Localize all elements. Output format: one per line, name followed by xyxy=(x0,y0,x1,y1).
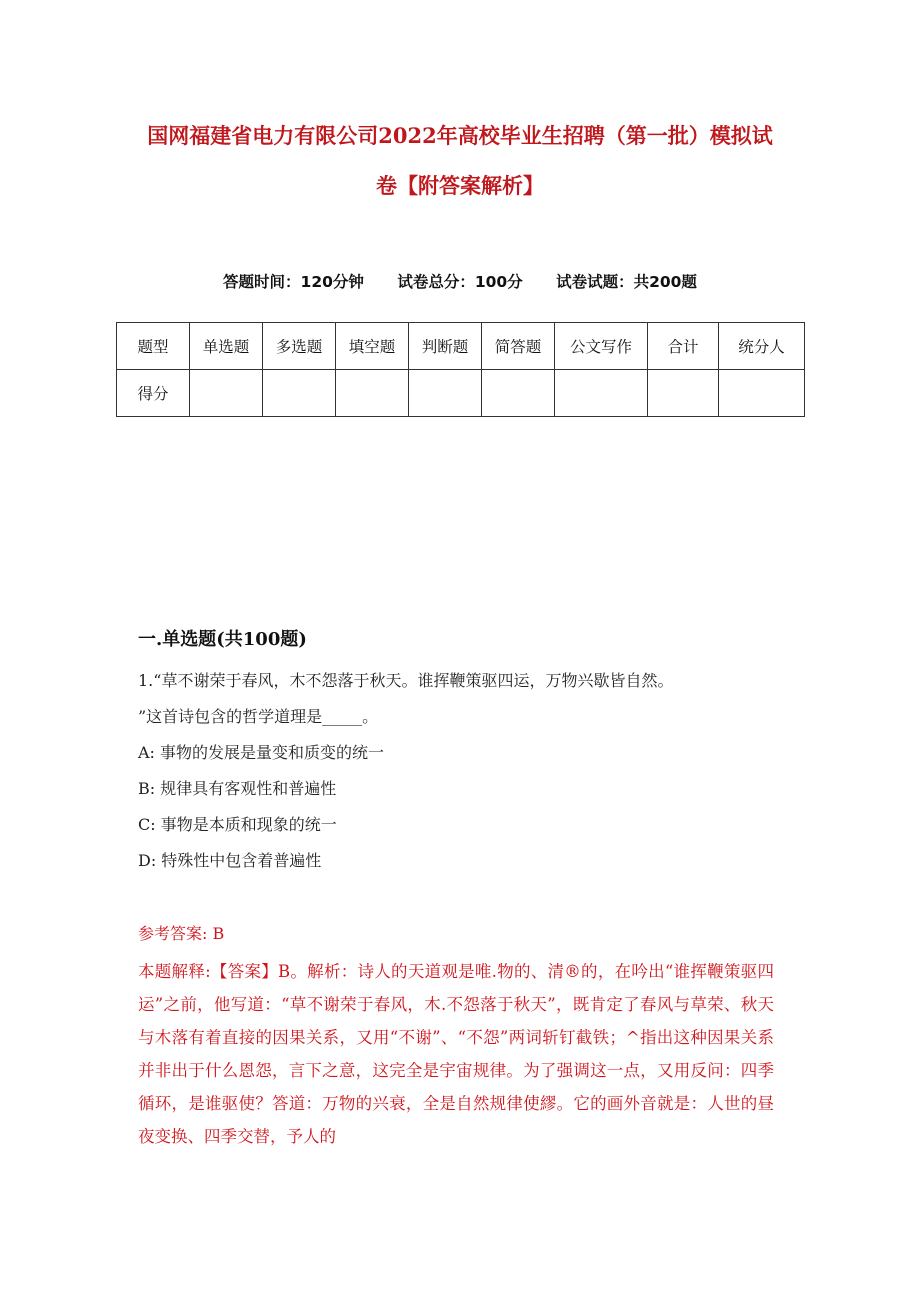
score-cell xyxy=(409,370,482,417)
score-table-header: 填空题 xyxy=(336,323,409,370)
exam-meta xyxy=(0,270,920,292)
answer-explanation: 本题解释:【答案】B。解析：诗人的天道观是唯.物的、清®的，在吟出“谁挥鞭策驱四运”之前，他写道：“草不谢荣于春风，木.不怨落于秋天”，既肯定了春风与草荣、秋天与木落有着直接的因果关系，又用“不谢”、“不怨”两词斩钉截铁；^指出这种因果关系并非出于什么恩怨，言下之意，这完全是宇宙规律。为了强调这一点，又用反问：四季循环，是谁驱使？答道：万物的兴衰，全是自然规律使繆。它的画外音就是：人世的昼夜变换、四季交替，予人的 xyxy=(138,962,774,1146)
question-stem-line1: 1.“草不谢荣于春风，木不怨落于秋天。谁挥鞭策驱四运，万物兴歇皆自然。 xyxy=(138,671,674,690)
section-heading: 一.单选题(共100题) xyxy=(138,629,307,650)
score-table-score-row xyxy=(117,370,805,417)
score-table-header: 单选题 xyxy=(190,323,263,370)
score-table-header: 简答题 xyxy=(482,323,555,370)
option-d: D: 特殊性中包含着普遍性 xyxy=(138,851,322,870)
score-row-label: 得分 xyxy=(117,370,190,417)
exam-title-line2: 卷【附答案解析】 xyxy=(376,173,544,198)
option-a: A: 事物的发展是量变和质变的统一 xyxy=(138,743,385,762)
score-table xyxy=(116,322,805,417)
score-table-header: 多选题 xyxy=(263,323,336,370)
exam-time: 答题时间：120分钟 xyxy=(223,273,364,291)
score-cell xyxy=(336,370,409,417)
option-c: C: 事物是本质和现象的统一 xyxy=(138,815,337,834)
exam-question-count: 试卷试题：共200题 xyxy=(556,273,697,291)
score-cell xyxy=(555,370,648,417)
score-cell xyxy=(648,370,719,417)
score-table-header: 合计 xyxy=(648,323,719,370)
option-b: B: 规律具有客观性和普遍性 xyxy=(138,779,337,798)
question-stem-line2: ”这首诗包含的哲学道理是_____。 xyxy=(138,707,379,726)
score-table-header: 公文写作 xyxy=(555,323,648,370)
reference-answer: 参考答案: B xyxy=(138,924,225,943)
score-table-header: 统分人 xyxy=(719,323,805,370)
score-table-header: 题型 xyxy=(117,323,190,370)
score-table-header-row xyxy=(117,323,805,370)
score-cell xyxy=(190,370,263,417)
exam-total-score: 试卷总分：100分 xyxy=(397,273,523,291)
score-cell xyxy=(482,370,555,417)
score-cell xyxy=(719,370,805,417)
exam-title-line1: 国网福建省电力有限公司2022年高校毕业生招聘（第一批）模拟试 xyxy=(147,123,773,148)
score-table-header: 判断题 xyxy=(409,323,482,370)
score-cell xyxy=(263,370,336,417)
